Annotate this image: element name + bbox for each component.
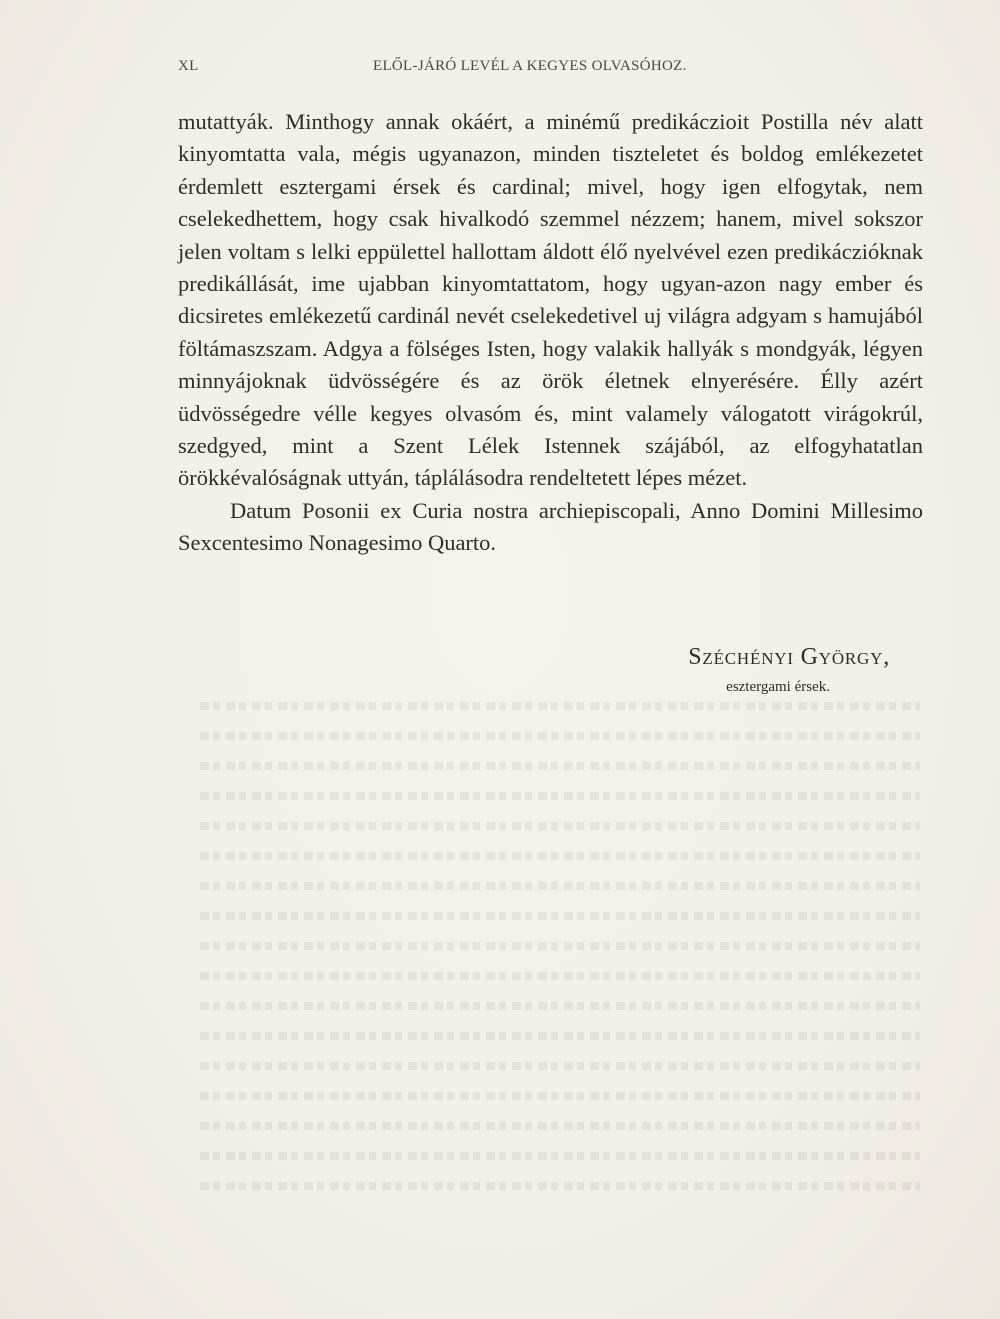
- bleed-line: [200, 1140, 920, 1170]
- running-head: [178, 58, 923, 82]
- paragraph-1: mutattyák. Minthogy annak okáért, a minémű predikáczioit Postilla név alatt kinyomtatta vala, mégis ugyanazon, minden tiszteletet és boldog emlékezetet érdemlett esztergami érsek és cardinal; mivel, hogy igen elfogytak, nem cselekedhettem, hogy csak hivalkodó szemmel nézzem; hanem, mivel sokszor jelen voltam s lelki eppülettel hallottam áldott élő nyelvével ezen predikáczióknak predikállását, ime ujabban kinyomtattatom, hogy ugyan-azon nagy ember és dicsiretes emlékezetű cardinál nevét cselekedetivel uj világra adgyam s hamujából föltámaszszam. Adgya a fölséges Isten, hogy valakik hallyák s mondgyák, légyen minnyájoknak üdvösségére és az örök életnek elnyerésére. Élly azért üdvösségedre vélle kegyes olvasóm és, mint valamely válogatott virágokrúl, szedgyed, mint a Szent Lélek Istennek szájából, az elfogyhatatlan örökkévalóságnak uttyán, táplálásodra rendeltetett lépes mézet.: [178, 109, 923, 491]
- paragraph-2: Datum Posonii ex Curia nostra archiepiscopali, Anno Domini Millesimo Sexcentesimo Nonagesimo Quarto.: [178, 497, 923, 556]
- bleed-line: [200, 960, 920, 990]
- bleed-line: [200, 720, 920, 750]
- body-text: [178, 106, 923, 560]
- page-number: XL: [178, 58, 199, 74]
- bleed-line: [200, 1080, 920, 1110]
- bleed-line: [200, 750, 920, 780]
- bleed-line: [200, 810, 920, 840]
- bleed-line: [200, 900, 920, 930]
- bleed-line: [200, 990, 920, 1020]
- bleed-line: [200, 780, 920, 810]
- signature-title: esztergami érsek.: [726, 679, 830, 695]
- bleed-line: [200, 870, 920, 900]
- signature-name: Széchényi György,: [688, 644, 890, 670]
- bleed-line: [200, 1170, 920, 1200]
- bleed-through-texture: [200, 690, 920, 1230]
- bleed-line: [200, 1020, 920, 1050]
- bleed-line: [200, 1110, 920, 1140]
- running-head-title: ELŐL-JÁRÓ LEVÉL A KEGYES OLVASÓHOZ.: [373, 58, 687, 74]
- bleed-line: [200, 1050, 920, 1080]
- bleed-line: [200, 930, 920, 960]
- signature-block: [560, 641, 890, 697]
- bleed-line: [200, 840, 920, 870]
